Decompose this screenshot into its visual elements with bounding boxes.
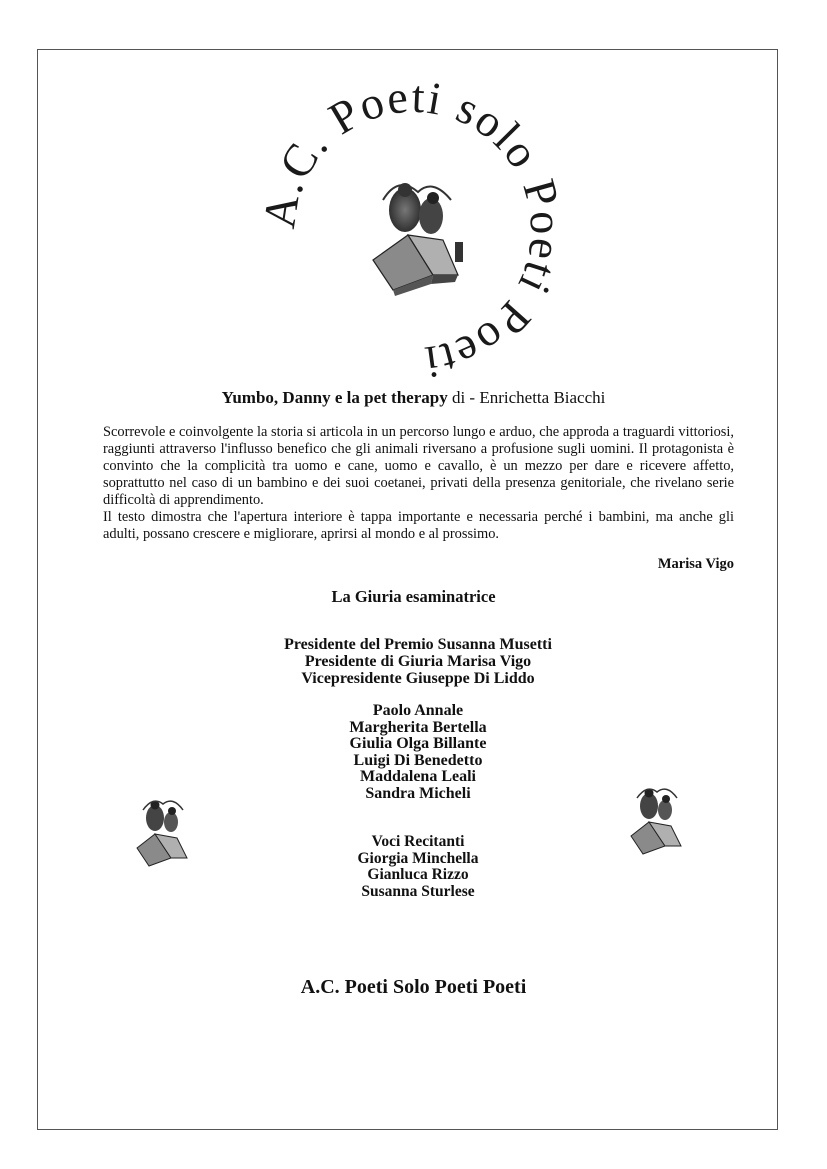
review-paragraph-1: Scorrevole e coinvolgente la storia si articola in un percorso lungo e arduo, che approda a traguardi vittoriosi, raggiunti attraverso l'influsso benefico che gli animali riversano a profusione sugli uomini. Il protagonista è convinto che la complicità tra uomo e cane, uomo e cavallo, è un mezzo per dare e ricevere affetto, soprattutto nel caso di un bambino e dei suoi coetanei, privati della presenza genitoriale, che rivelano serie difficoltà di apprendimento. bbox=[103, 424, 734, 508]
jury-members bbox=[0, 703, 827, 802]
logo-arc-text bbox=[263, 80, 563, 380]
work-title-author: di - Enrichetta Biacchi bbox=[447, 388, 606, 407]
jury-member: Giulia Olga Billante bbox=[349, 735, 487, 752]
voices-block bbox=[0, 834, 827, 900]
jury-presidents bbox=[0, 636, 827, 687]
jury-member: Sandra Micheli bbox=[365, 784, 471, 802]
voice-member: Giorgia Minchella bbox=[357, 849, 479, 867]
president-line: Vicepresidente Giuseppe Di Liddo bbox=[301, 670, 535, 687]
voice-member: Gianluca Rizzo bbox=[367, 866, 469, 883]
voice-member: Susanna Sturlese bbox=[361, 882, 475, 900]
jury-member: Paolo Annale bbox=[372, 702, 464, 719]
jury-member: Luigi Di Benedetto bbox=[353, 751, 483, 769]
jury-member: Maddalena Leali bbox=[359, 768, 476, 785]
review-text bbox=[103, 424, 734, 543]
review-paragraph-2: Il testo dimostra che l'apertura interiore è tappa importante e necessaria perché i bambini, ma anche gli adulti, possano crescere e migliorare, aprirsi al mondo e al prossimo. bbox=[103, 509, 734, 542]
logo-arc-text-path: .C. Poeti solo ti Poeti bbox=[263, 80, 563, 380]
book-icon-left bbox=[133, 798, 195, 868]
book-icon-right bbox=[627, 786, 689, 856]
voices-heading: Voci Recitanti bbox=[371, 833, 465, 850]
president-line: Presidente del Premio Susanna Musetti bbox=[284, 636, 552, 653]
president-line: Presidente di Giuria Marisa Vigo bbox=[304, 653, 532, 670]
work-title bbox=[0, 388, 827, 408]
book-illustration bbox=[373, 183, 463, 296]
association-logo bbox=[263, 80, 563, 380]
footer-association-name: A.C. Poeti Solo Poeti Poeti bbox=[300, 976, 527, 998]
jury-heading: La Giuria esaminatrice bbox=[331, 587, 496, 606]
work-title-name: Yumbo, Danny e la pet therapy bbox=[221, 388, 448, 407]
jury-member: Margherita Bertella bbox=[349, 718, 487, 736]
review-signature: Marisa Vigo bbox=[657, 556, 734, 572]
